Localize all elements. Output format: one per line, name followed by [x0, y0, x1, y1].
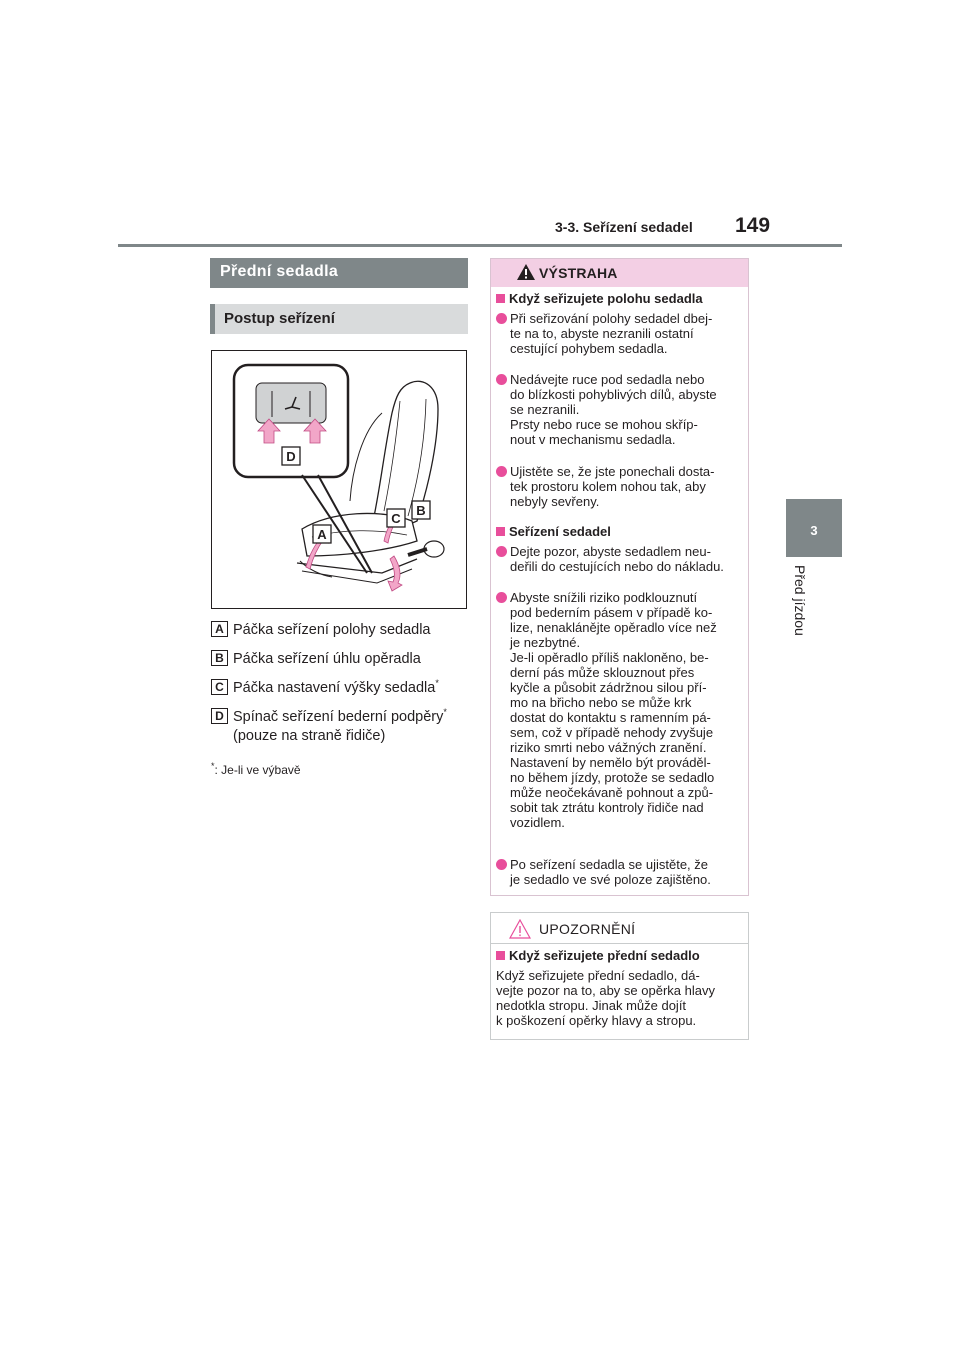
footnote-marker: *: [435, 678, 439, 688]
warning-bullet-square: [496, 527, 505, 536]
chapter-title-vertical: [788, 565, 828, 665]
legend-badge: A: [211, 621, 228, 637]
caution-icon: [509, 919, 531, 939]
header-rule: [118, 244, 842, 247]
notice-bullet-square: [496, 951, 505, 960]
warning-text-line: deřili do cestujících nebo do nákladu.: [510, 559, 724, 574]
legend-badge: D: [211, 708, 228, 724]
warning-bullet-dot: [496, 374, 507, 385]
seat-drawing: [212, 351, 466, 608]
warning-text-line: pod bederním pásem v případě ko-: [510, 605, 713, 620]
legend-badge: B: [211, 650, 228, 666]
chapter-title: Před jízdou: [792, 565, 808, 636]
illus-label-c: C: [391, 511, 401, 526]
warning-text-line: kyčle a působit zádržnou silou pří-: [510, 680, 707, 695]
warning-title: VÝSTRAHA: [539, 265, 618, 281]
notice-body-line: vejte pozor na to, aby se opěrka hlavy: [496, 983, 715, 998]
legend-text: Páčka seřízení polohy sedadla: [233, 621, 431, 638]
legend-text: Páčka seřízení úhlu opěradla: [233, 650, 421, 667]
warning-subheading: Seřízení sedadel: [509, 524, 611, 539]
running-header-section: 3-3. Seřízení sedadel: [555, 219, 693, 235]
footnote-text: : Je-li ve výbavě: [214, 763, 301, 777]
warning-text-line: se nezranili.: [510, 402, 580, 417]
footnote-star: *: [211, 761, 215, 771]
warning-text-line: riziko smrti nebo vážných zranění.: [510, 740, 707, 755]
warning-text-line: sem, což v případě nehody zvyšuje: [510, 725, 714, 740]
main-heading-band: [210, 258, 468, 288]
footnote-marker: *: [443, 707, 447, 717]
main-heading: Přední sedadla: [220, 263, 339, 280]
notice-heading: Když seřizujete přední sedadlo: [509, 948, 700, 963]
warning-text-line: Prsty nebo ruce se mohou skříp-: [510, 417, 698, 432]
warning-text-line: derní pás může sklouznout přes: [510, 665, 695, 680]
warning-text-line: nebyly sevřeny.: [510, 494, 600, 509]
seat-illustration: [211, 350, 467, 609]
sub-heading: Postup seřízení: [224, 310, 335, 327]
notice-body-line: nedotkla stropu. Jinak může dojít: [496, 998, 687, 1013]
warning-text-line: sobit tak ztrátu kontroly řidiče nad: [510, 800, 704, 815]
warning-bullet-dot: [496, 592, 507, 603]
notice-header: [491, 913, 748, 944]
warning-text-line: Dejte pozor, abyste sedadlem neu-: [510, 544, 711, 559]
warning-subheading: Když seřizujete polohu sedadla: [509, 291, 703, 306]
warning-text-line: mo na břicho nebo se může krk: [510, 695, 692, 710]
warning-text-line: do blízkosti pohyblivých dílů, abyste: [510, 387, 717, 402]
warning-text-line: no během jízdy, protože se sedadlo: [510, 770, 715, 785]
legend-text: Spínač seřízení bederní podpěry: [233, 708, 444, 725]
warning-icon: [517, 264, 535, 280]
legend-badge: C: [211, 679, 228, 695]
warning-text-line: Abyste snížili riziko podklouznutí: [510, 590, 698, 605]
warning-bullet-dot: [496, 313, 507, 324]
warning-text-line: nout v mechanismu sedadla.: [510, 432, 676, 447]
illus-label-b: B: [416, 503, 426, 518]
warning-text-line: tek prostoru kolem nohou tak, aby: [510, 479, 706, 494]
warning-text-line: Ujistěte se, že jste ponechali dosta-: [510, 464, 715, 479]
page-number: 149: [735, 214, 771, 237]
warning-text-line: lize, nenaklánějte opěradlo více než: [510, 620, 717, 635]
legend-text: Páčka nastavení výšky sedadla: [233, 679, 436, 696]
notice-body-line: Když seřizujete přední sedadlo, dá-: [496, 968, 700, 983]
warning-text-line: je nezbytné.: [510, 635, 581, 650]
warning-text-line: vozidlem.: [510, 815, 565, 830]
legend-text: (pouze na straně řidiče): [233, 728, 386, 744]
warning-bullet-dot: [496, 466, 507, 477]
chapter-tab: [786, 499, 842, 557]
notice-title: UPOZORNĚNÍ: [539, 921, 636, 937]
warning-bullet-dot: [496, 546, 507, 557]
warning-text-line: Je-li opěradlo příliš nakloněno, be-: [510, 650, 709, 665]
warning-text-line: Po seřízení sedadla se ujistěte, že: [510, 857, 709, 872]
warning-bullet-square: [496, 294, 505, 303]
warning-header: [491, 259, 748, 287]
warning-text-line: dostat do kontaktu s ramenním pá-: [510, 710, 711, 725]
footnote: [211, 761, 301, 777]
warning-text-line: te na to, abyste nezranili ostatní: [510, 326, 694, 341]
warning-text-line: Nastavení by nemělo být prováděl-: [510, 755, 711, 770]
warning-bullet-dot: [496, 859, 507, 870]
notice-body-line: k poškození opěrky hlavy a stropu.: [496, 1013, 697, 1028]
sub-heading-band: [210, 304, 468, 334]
illus-label-a: A: [317, 527, 327, 542]
sub-heading-accent: [210, 304, 215, 334]
illus-label-d: D: [286, 449, 296, 464]
warning-text-line: cestující pohybem sedadla.: [510, 341, 668, 356]
warning-text-line: Nedávejte ruce pod sedadla nebo: [510, 372, 705, 387]
warning-text-line: Při seřizování polohy sedadel dbej-: [510, 311, 713, 326]
chapter-number: 3: [810, 523, 818, 538]
warning-text-line: je sedadlo ve své poloze zajištěno.: [510, 872, 711, 887]
warning-text-line: může neočekávaně pohnout a způ-: [510, 785, 714, 800]
